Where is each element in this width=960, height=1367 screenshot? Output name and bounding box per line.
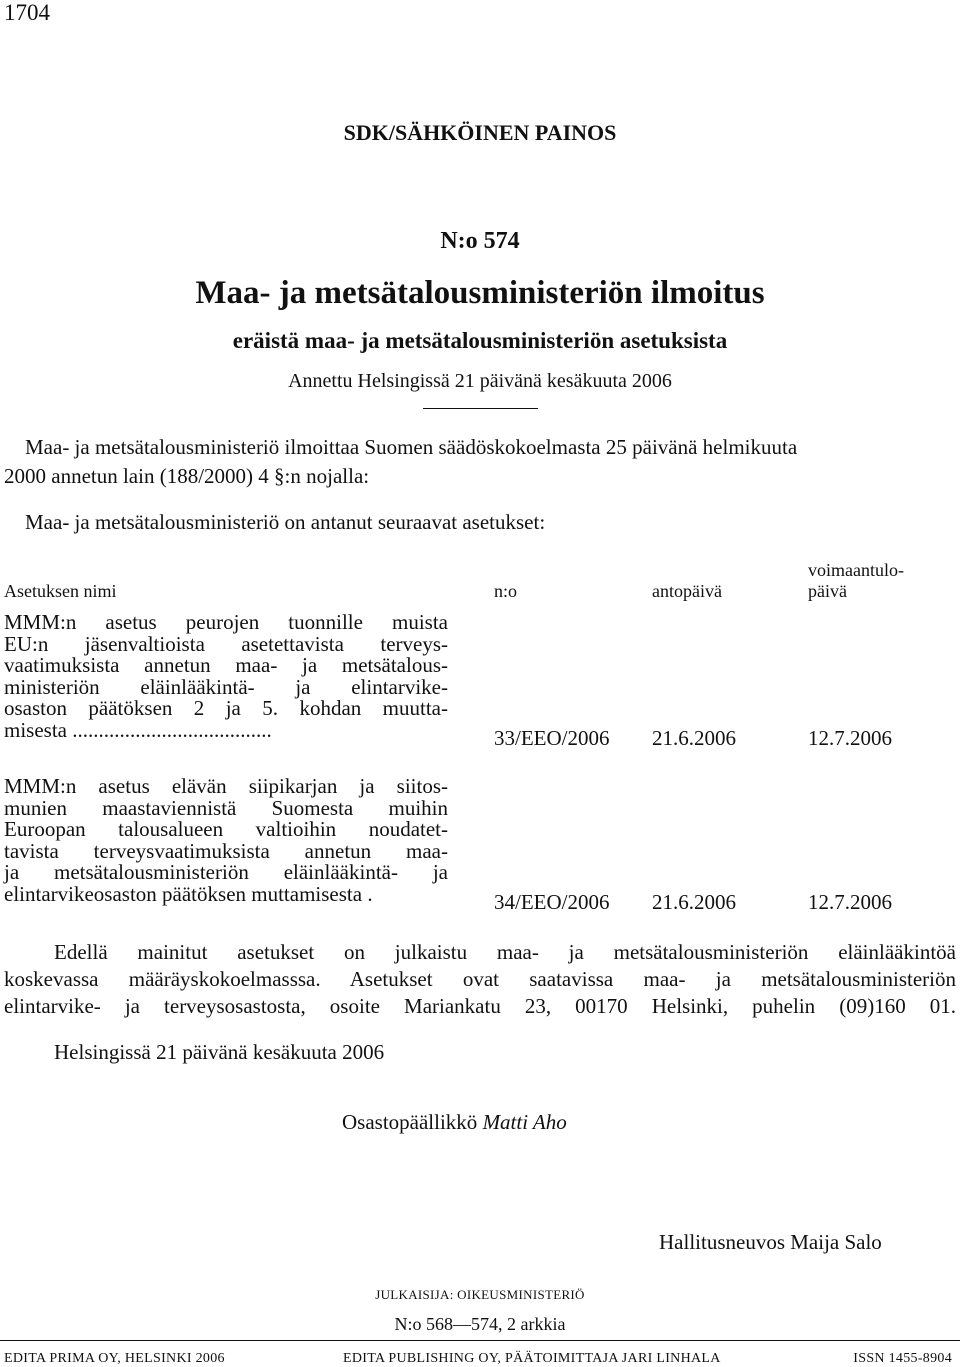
footer-left: EDITA PRIMA OY, HELSINKI 2006 bbox=[4, 1351, 225, 1366]
closing-line-1: Edellä mainitut asetukset on julkaistu maa- ja metsätalousministeriön eläinlääkintöä bbox=[54, 940, 956, 964]
row-1-number: 33/EEO/2006 bbox=[494, 726, 610, 750]
publisher-label: JULKAISIJA: OIKEUSMINISTERIÖ bbox=[375, 1287, 585, 1302]
signature-2: Hallitusneuvos Maija Salo bbox=[659, 1230, 882, 1254]
row-2-name-line: elintarvikeosaston päätöksen muttamisesta . bbox=[4, 881, 373, 906]
row-1-name-line: vaatimuksista annetun maa- ja metsätalous- bbox=[4, 653, 448, 677]
row-2-name-line: tavista terveysvaatimuksista annetun maa- bbox=[4, 838, 448, 863]
row-1-issued: 21.6.2006 bbox=[652, 726, 736, 750]
footer-right: ISSN 1455-8904 bbox=[853, 1351, 952, 1366]
footer-center: EDITA PUBLISHING OY, PÄÄTOIMITTAJA JARI LINHALA bbox=[343, 1351, 721, 1366]
row-1-name-line: misesta ...................................... bbox=[4, 719, 272, 741]
page-number: 1704 bbox=[4, 0, 50, 25]
document-number: N:o 574 bbox=[440, 228, 520, 254]
row-1-name-line: ministeriön eläinlääkintä- ja elintarvike- bbox=[4, 674, 448, 699]
given-date: Annettu Helsingissä 21 päivänä kesäkuuta 2006 bbox=[288, 370, 672, 392]
row-1-effective: 12.7.2006 bbox=[808, 726, 892, 750]
header-name: Asetuksen nimi bbox=[4, 581, 117, 601]
intro-line-1: Maa- ja metsätalousministeriö ilmoittaa Suomen säädöskokoelmasta 25 päivänä helmikuuta bbox=[25, 435, 798, 459]
row-2-name bbox=[4, 776, 448, 905]
footer-divider bbox=[0, 1340, 960, 1341]
title-divider bbox=[423, 408, 538, 409]
row-2-name-line: MMM:n asetus elävän siipikarjan ja siitos- bbox=[4, 774, 448, 798]
row-2-number: 34/EEO/2006 bbox=[494, 890, 610, 914]
signature-1-name: Matti Aho bbox=[482, 1110, 567, 1134]
row-2-name-line: ja metsätalousministeriön eläinlääkintä- ja bbox=[4, 860, 448, 884]
signature-1 bbox=[342, 1110, 567, 1135]
row-1-name bbox=[4, 612, 448, 741]
closing-line-2: koskevassa määräyskokoelmasssa. Asetukset ovat saatavissa maa- ja metsätalousministeriön bbox=[4, 967, 956, 991]
header-issued: antopäivä bbox=[652, 581, 722, 601]
header-number: n:o bbox=[494, 581, 518, 601]
row-1-name-line: EU:n jäsenvaltioista asetettavista terveys- bbox=[4, 631, 448, 656]
intro-line-2: 2000 annetun lain (188/2000) 4 §:n nojalla: bbox=[4, 464, 370, 488]
row-2-name-line: Euroopan talousalueen valtioihin noudatet- bbox=[4, 817, 448, 841]
header-effective-line-2: päivä bbox=[808, 581, 847, 601]
place-date: Helsingissä 21 päivänä kesäkuuta 2006 bbox=[54, 1040, 385, 1064]
intro-line-3: Maa- ja metsätalousministeriö on antanut seuraavat asetukset: bbox=[25, 510, 546, 534]
signature-1-title: Osastopäällikkö bbox=[342, 1110, 478, 1134]
header-effective-line-1: voimaantulo- bbox=[808, 560, 904, 580]
document-title: Maa- ja metsätalousministeriön ilmoitus bbox=[195, 275, 765, 311]
issue-info: N:o 568—574, 2 arkkia bbox=[394, 1314, 566, 1334]
row-2-name-line: munien maastaviennistä Suomesta muihin bbox=[4, 795, 448, 820]
row-2-effective: 12.7.2006 bbox=[808, 890, 892, 914]
row-2-issued: 21.6.2006 bbox=[652, 890, 736, 914]
row-1-name-line: MMM:n asetus peurojen tuonnille muista bbox=[4, 610, 448, 634]
publisher-header: SDK/SÄHKÖINEN PAINOS bbox=[343, 120, 617, 145]
closing-line-3: elintarvike- ja terveysosastosta, osoite Mariankatu 23, 00170 Helsinki, puhelin (09)160 01. bbox=[4, 994, 956, 1018]
document-subtitle: eräistä maa- ja metsätalousministeriön asetuksista bbox=[232, 328, 728, 353]
row-1-name-line: osaston päätöksen 2 ja 5. kohdan muutta- bbox=[4, 696, 448, 720]
